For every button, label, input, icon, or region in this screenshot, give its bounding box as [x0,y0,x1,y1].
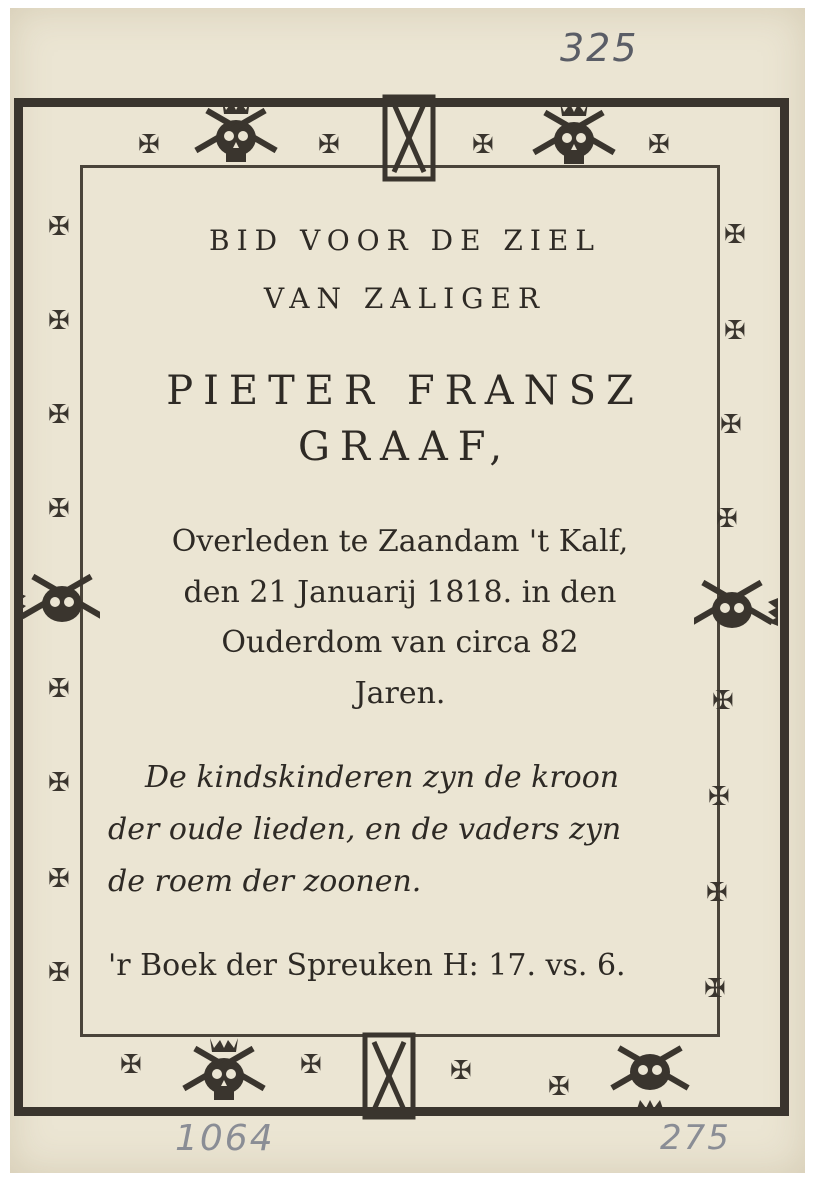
cross-pattee-icon: ✠ [300,1050,322,1080]
proverb-quote-line: der oude lieden, en de vaders zyn [108,812,622,847]
death-notice-line: Overleden te Zaandam 't Kalf, [171,524,629,559]
cross-pattee-icon: ✠ [48,212,70,242]
cross-pattee-icon: ✠ [450,1056,472,1086]
hourglass-icon [362,1032,416,1124]
cross-pattee-icon: ✠ [712,686,734,716]
cross-pattee-icon: ✠ [720,410,742,440]
cross-pattee-icon: ✠ [48,958,70,988]
hourglass-icon [382,94,436,186]
cross-pattee-icon: ✠ [716,504,738,534]
death-notice-line: den 21 Januarij 1818. in den [183,575,617,610]
archive-number-top: 325 [560,26,639,70]
cross-pattee-icon: ✠ [48,400,70,430]
proverb-quote-line: De kindskinderen zyn de kroon [145,760,620,795]
skull-crossbones-icon [530,98,618,184]
cross-pattee-icon: ✠ [708,782,730,812]
skull-crossbones-icon [12,562,100,648]
heading-line-2: VAN ZALIGER [263,282,547,315]
skull-crossbones-icon [694,568,782,654]
cross-pattee-icon: ✠ [120,1050,142,1080]
death-notice-line: Jaren. [354,676,446,711]
deceased-name-line-2: GRAAF, [297,424,513,470]
cross-pattee-icon: ✠ [318,130,340,160]
cross-pattee-icon: ✠ [48,768,70,798]
cross-pattee-icon: ✠ [48,306,70,336]
cross-pattee-icon: ✠ [548,1072,570,1102]
cross-pattee-icon: ✠ [48,864,70,894]
cross-pattee-icon: ✠ [724,316,746,346]
death-notice-line: Ouderdom van circa 82 [221,625,579,660]
cross-pattee-icon: ✠ [724,220,746,250]
cross-pattee-icon: ✠ [704,974,726,1004]
skull-crossbones-icon [192,96,280,182]
proverb-quote-line: de roem der zoonen. [108,864,422,899]
archive-number-bottom-right: 275 [660,1118,731,1158]
archive-number-bottom-left: 1064 [175,1118,275,1159]
heading-line-1: BID VOOR DE ZIEL [209,224,601,257]
cross-pattee-icon: ✠ [48,494,70,524]
skull-crossbones-icon [606,1034,694,1120]
bible-reference: 'r Boek der Spreuken H: 17. vs. 6. [108,948,626,983]
cross-pattee-icon: ✠ [648,130,670,160]
skull-crossbones-icon [180,1034,268,1120]
cross-pattee-icon: ✠ [138,130,160,160]
deceased-name-line-1: PIETER FRANSZ [166,368,644,414]
cross-pattee-icon: ✠ [472,130,494,160]
cross-pattee-icon: ✠ [706,878,728,908]
cross-pattee-icon: ✠ [48,674,70,704]
